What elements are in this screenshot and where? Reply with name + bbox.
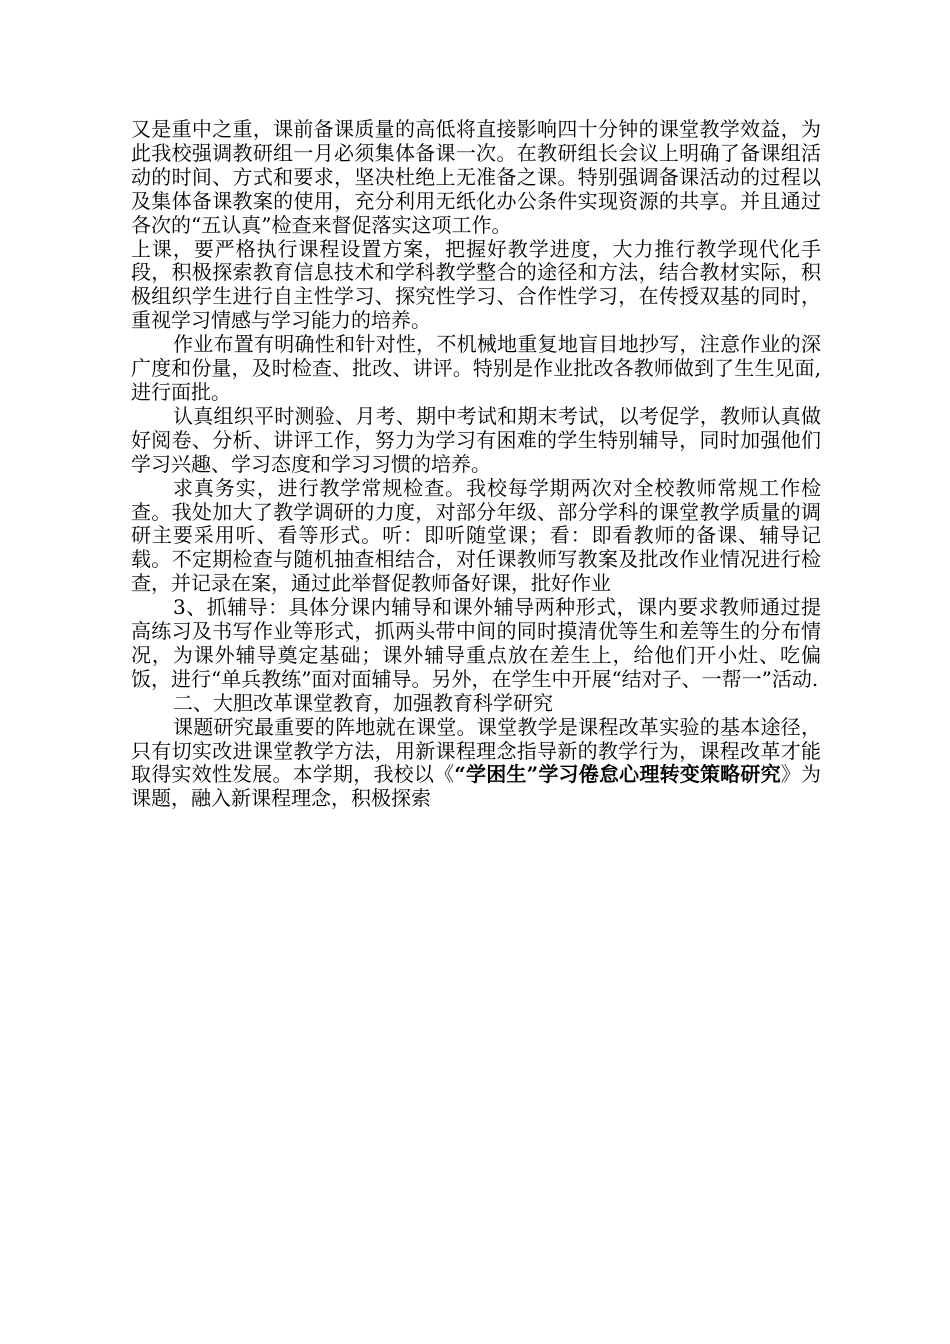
paragraph-homework: 作业布置有明确性和针对性，不机械地重复地盲目地抄写，注意作业的深广度和份量，及时检查、批改、讲评。特别是作业批改各教师做到了生生见面,进行面批。 [131,332,821,404]
research-intro-continuation: 》为课题，融入新课程理念，积极探索 [131,762,822,811]
paragraph-class-teaching: 上课，要严格执行课程设置方案，把握好教学进度，大力推行教学现代化手段，积极探索教育信息技术和学科教学整合的途径和方法，结合教材实际，积极组织学生进行自主性学习、探究性学习、合作性学习，在传授双基的同时，重视学习情感与学习能力的培养。 [131,236,821,333]
research-topic-title: “学困生”学习倦怠心理转变策略研究 [454,762,781,787]
body-text-upper [131,118,821,811]
paragraph-lesson-prep: 又是重中之重，课前备课质量的高低将直接影响四十分钟的课堂教学效益，为此我校强调教研组一月必须集体备课一次。在教研组长会议上明确了备课组活动的时间、方式和要求，坚决杜绝上无准备之课。特别强调备课活动的过程以及集体备课教案的使用，充分利用无纸化办公条件实现资源的共享。并且通过各次的“五认真”检查来督促落实这项工作。 [131,117,821,237]
paragraph-research-intro [131,716,821,812]
research-intro-text: 课题研究最重要的阵地就在课堂。课堂教学是课程改革实验的基本途径，只有切实改进课堂教学方法，用新课程理念指导新的教学行为，课程改革才能取得实效性发展。本学期，我校以《 [131,714,821,787]
paragraph-tutoring: 3、抓辅导：具体分课内辅导和课外辅导两种形式，课内要求教师通过提高练习及书写作业等形式，抓两头带中间的同时摸清优等生和差等生的分布情况，为课外辅导奠定基础；课外辅导重点放在差生上，给他们开小灶、吃偏饭，进行“单兵教练”面对面辅导。另外，在学生中开展“结对子、一帮一”活动. [131,595,821,691]
paragraph-exams: 认真组织平时测验、月考、期中考试和期末考试，以考促学，教师认真做好阅卷、分析、讲评工作，努力为学习有困难的学生特别辅导，同时加强他们学习兴趣、学习态度和学习习惯的培养。 [131,403,821,476]
section-heading-2: 二、大胆改革课堂教育，加强教育科学研究 [173,690,553,715]
paragraph-routine-check: 求真务实，进行教学常规检查。我校每学期两次对全校教师常规工作检查。我处加大了教学调研的力度，对部分年级、部分学科的课堂教学质量的调研主要采用听、看等形式。听：即听随堂课；看：即看教师的备课、辅导记载。不定期检查与随机抽查相结合，对任课教师写教案及批改作业情况进行检查，并记录在案，通过此举督促教师备好课，批好作业 [131,475,821,596]
